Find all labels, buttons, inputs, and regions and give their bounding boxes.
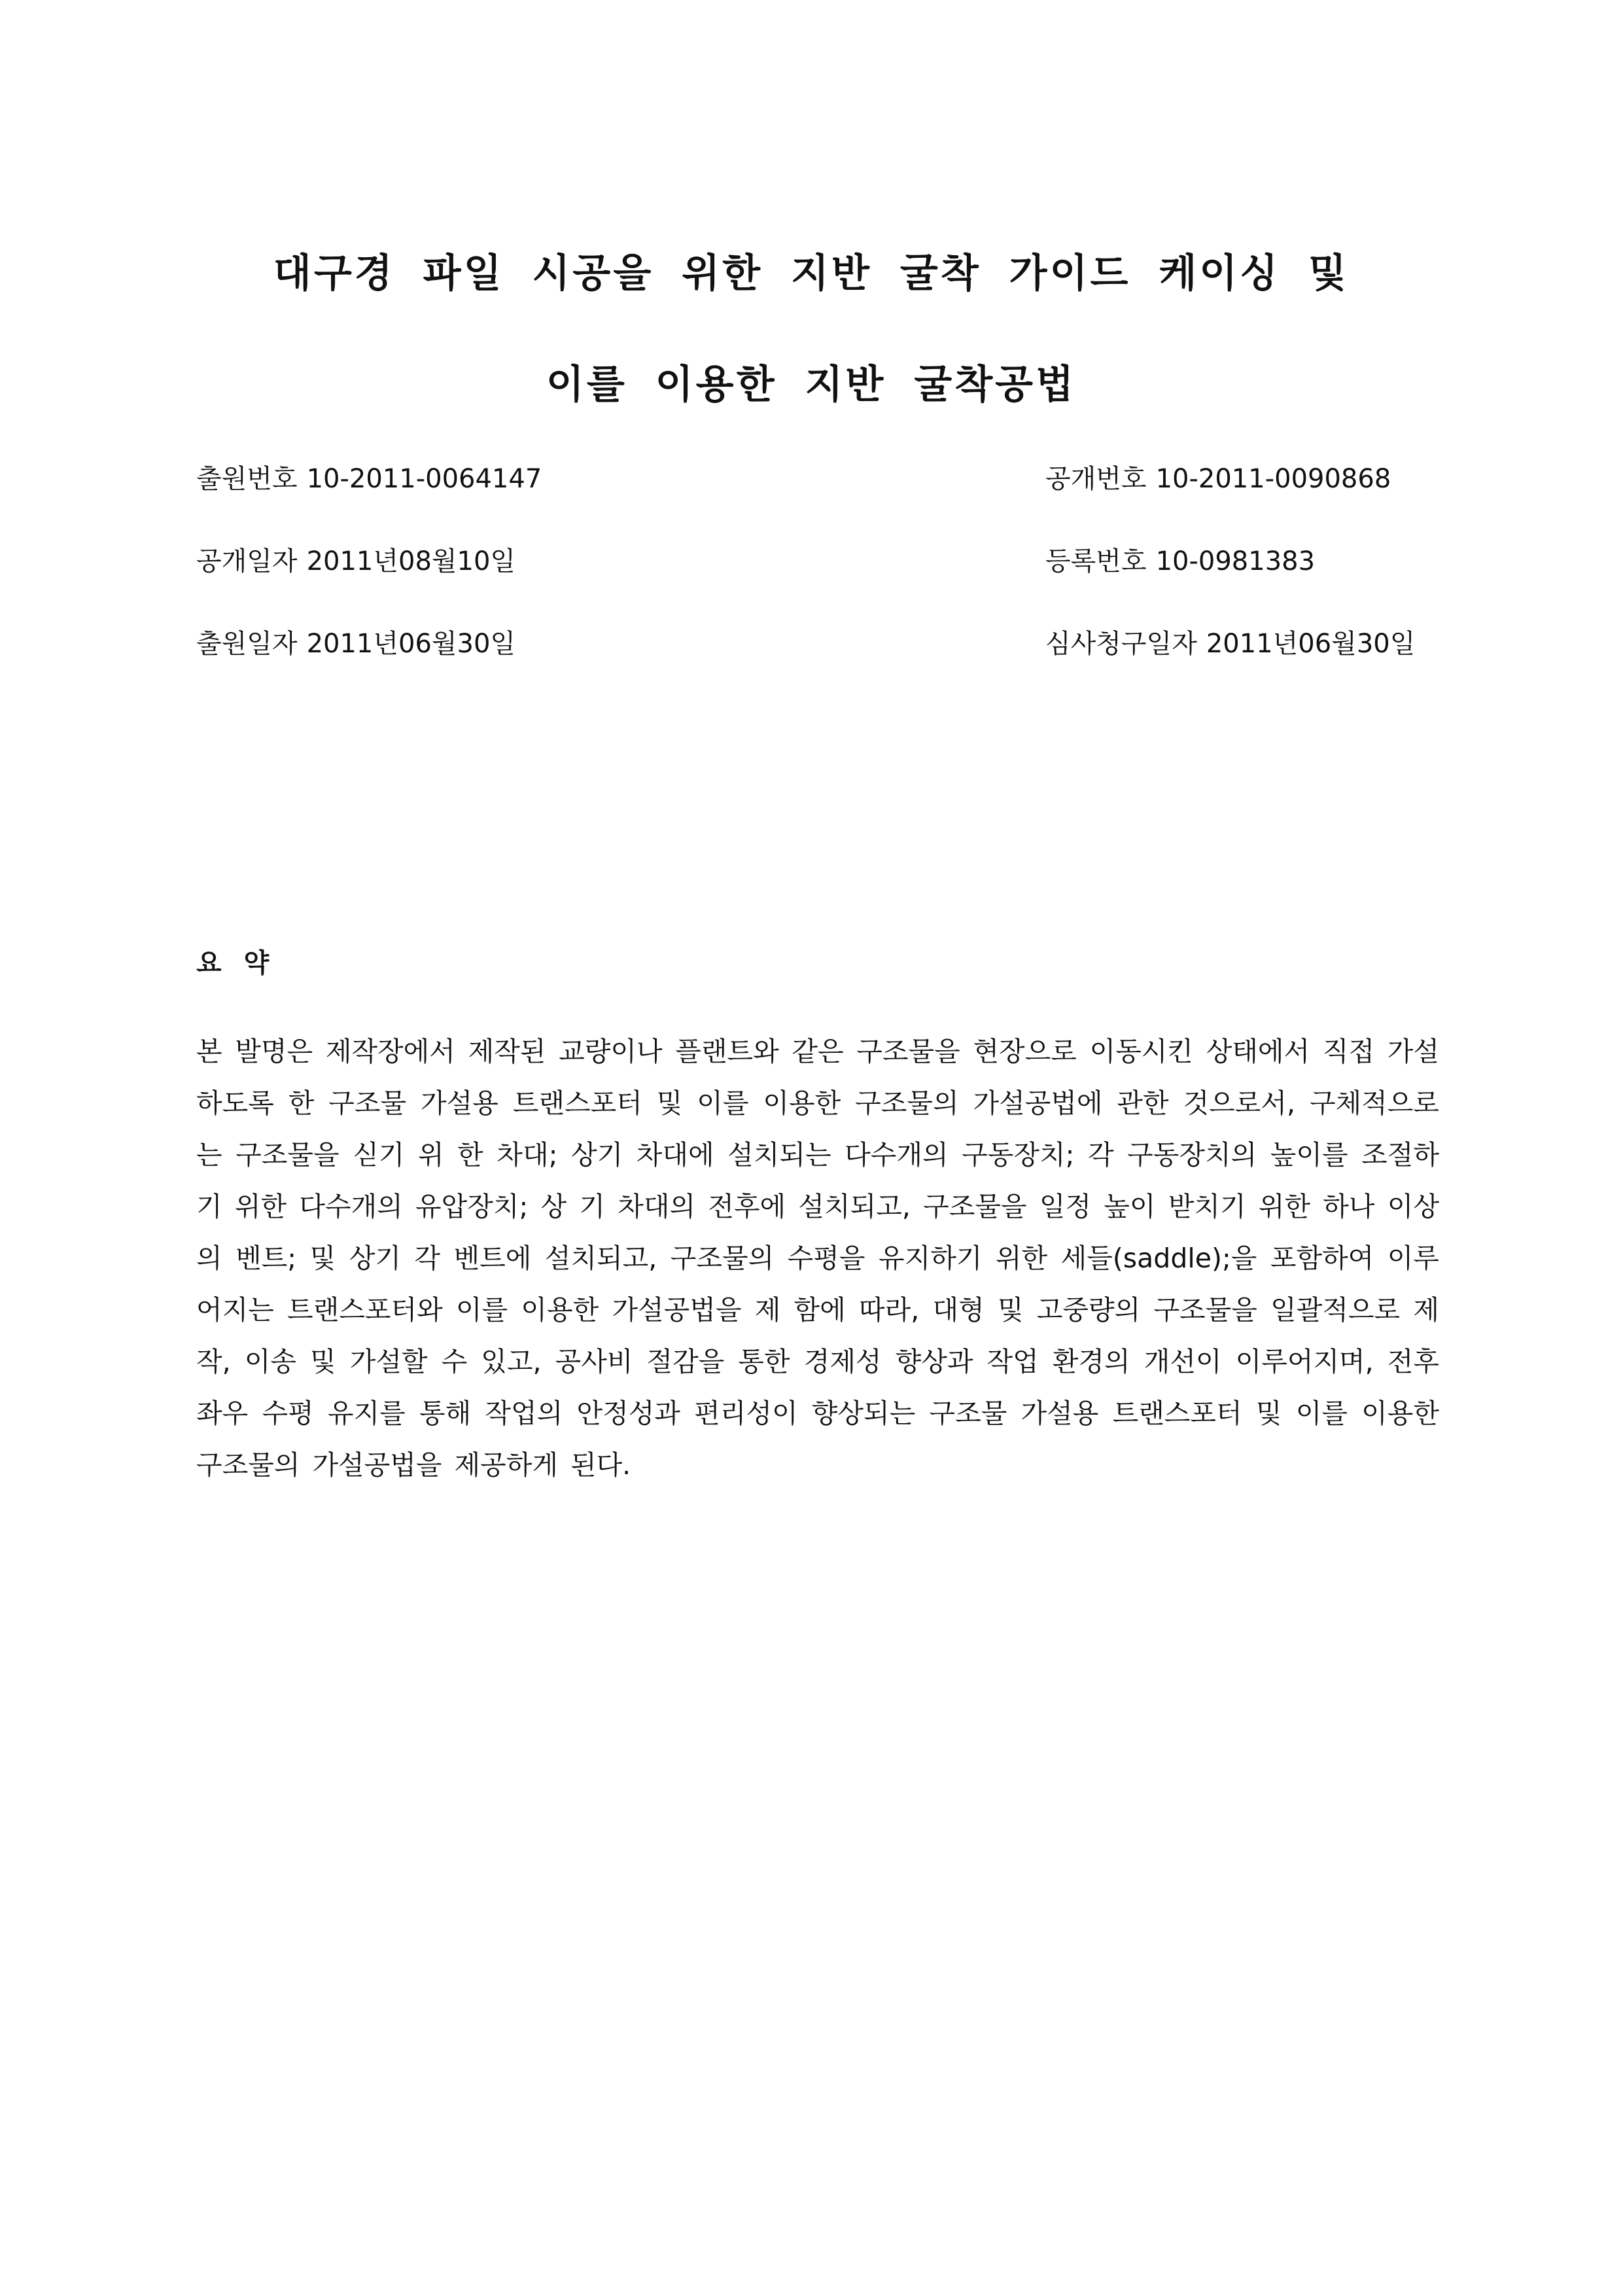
application-number-value: 10-2011-0064147 [306, 464, 542, 494]
application-number-field [196, 458, 542, 495]
application-date-value: 2011년06월30일 [306, 629, 516, 659]
examination-request-date-label: 심사청구일자 [1045, 629, 1197, 659]
publication-date-label: 공개일자 [196, 546, 298, 576]
publication-date-value: 2011년08월10일 [306, 546, 516, 576]
application-date-field [196, 623, 515, 660]
publication-number-field [1045, 458, 1391, 495]
examination-request-date-value: 2011년06월30일 [1206, 629, 1416, 659]
application-number-label: 출원번호 [196, 464, 298, 494]
registration-number-label: 등록번호 [1045, 546, 1147, 576]
application-date-label: 출원일자 [196, 629, 298, 659]
registration-number-field [1045, 540, 1315, 578]
publication-date-field [196, 540, 515, 578]
abstract-heading: 요 약 [196, 948, 276, 978]
publication-number-label: 공개번호 [1045, 464, 1147, 494]
registration-number-value: 10-0981383 [1155, 546, 1316, 576]
publication-number-value: 10-2011-0090868 [1155, 464, 1391, 494]
examination-request-date-field [1045, 623, 1415, 660]
abstract-text: 본 발명은 제작장에서 제작된 교량이나 플랜트와 같은 구조물을 현장으로 이동시킨 상태에서 직접 가설하도록 한 구조물 가설용 트랜스포터 및 이를 이용한 구조물의 가설공법에 관한 것으로서, 구체적으로는 구조물을 싣기 위 한 차대; 상기 차대에 설치되는 다수개의 구동장치; 각 구동장치의 높이를 조절하기 위한 다수개의 유압장치; 상 기 차대의 전후에 설치되고, 구조물을 일정 높이 받치기 위한 하나 이상의 벤트; 및 상기 각 벤트에 설치되고, 구조물의 수평을 유지하기 위한 세들(saddle);을 포함하여 이루어지는 트랜스포터와 이를 이용한 가설공법을 제 함에 따라, 대형 및 고중량의 구조물을 일괄적으로 제작, 이송 및 가설할 수 있고, 공사비 절감을 통한 경제성 향상과 작업 환경의 개선이 이루어지며, 전후좌우 수평 유지를 통해 작업의 안정성과 편리성이 향상되는 구조물 가설용 트랜스포터 및 이를 이용한 구조물의 가설공법을 제공하게 된다. [196, 1036, 1439, 1481]
document-title-line-1: 대구경 파일 시공을 위한 지반 굴착 가이드 케이싱 및 [273, 251, 1350, 296]
document-title-line-2: 이를 이용한 지반 굴착공법 [546, 362, 1077, 408]
